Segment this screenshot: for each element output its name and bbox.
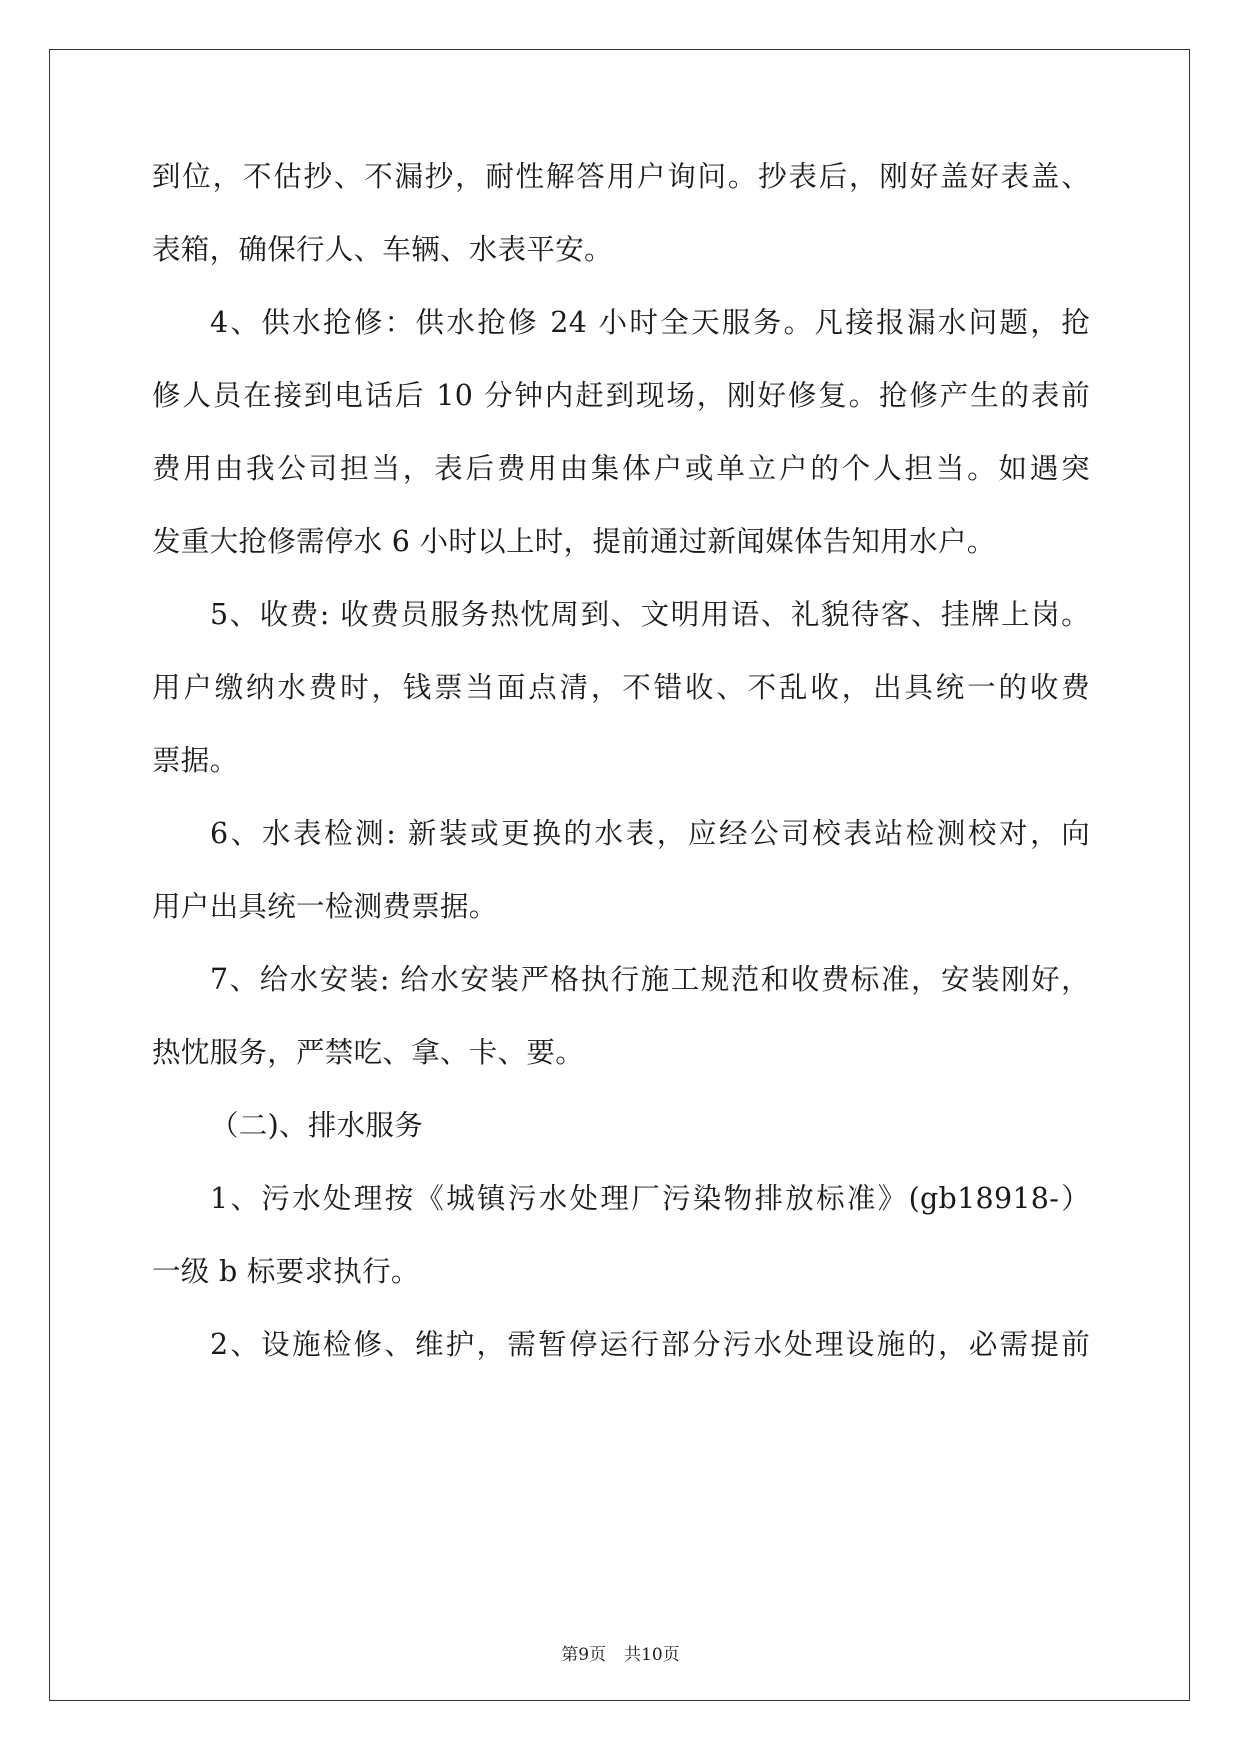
text-line: 发重大抢修需停水 6 小时以上时，提前通过新闻媒体告知用水户。 [152, 525, 996, 558]
page-number-total: 共10页 [624, 1645, 680, 1665]
text-line: 用户缴纳水费时，钱票当面点清，不错收、不乱收，出具统一的收费 [152, 671, 1090, 704]
paragraph-4-first-line: 4、供水抢修：供水抢修 24 小时全天服务。凡接报漏水问题，抢 [210, 306, 1090, 339]
text-line: 票据。 [152, 744, 239, 777]
page-border [49, 49, 1190, 1701]
page-number-current: 第9页 [561, 1645, 607, 1665]
section-heading-drainage: （二)、排水服务 [210, 1109, 424, 1142]
drainage-item-1-first-line: 1、污水处理按《城镇污水处理厂污染物排放标准》(gb18918-） [210, 1182, 1090, 1215]
text-line: 一级 b 标要求执行。 [152, 1255, 420, 1288]
text-line: 修人员在接到电话后 10 分钟内赶到现场，刚好修复。抢修产生的表前 [152, 379, 1090, 412]
text-line: 到位，不估抄、不漏抄，耐性解答用户询问。抄表后，刚好盖好表盖、 [152, 160, 1090, 193]
paragraph-7-first-line: 7、给水安装: 给水安装严格执行施工规范和收费标准，安装刚好， [210, 963, 1090, 996]
text-line: 用户出具统一检测费票据。 [152, 890, 498, 923]
paragraph-5-first-line: 5、收费: 收费员服务热忱周到、文明用语、礼貌待客、挂牌上岗。 [210, 598, 1090, 631]
paragraph-6-first-line: 6、水表检测: 新装或更换的水表，应经公司校表站检测校对，向 [210, 817, 1090, 850]
text-line: 热忱服务，严禁吃、拿、卡、要。 [152, 1036, 585, 1069]
drainage-item-2-first-line: 2、设施检修、维护，需暂停运行部分污水处理设施的，必需提前 [210, 1328, 1090, 1361]
text-line: 费用由我公司担当，表后费用由集体户或单立户的个人担当。如遇突 [152, 452, 1090, 485]
text-line: 表箱，确保行人、车辆、水表平安。 [152, 233, 613, 266]
page-footer [0, 1644, 1241, 1666]
